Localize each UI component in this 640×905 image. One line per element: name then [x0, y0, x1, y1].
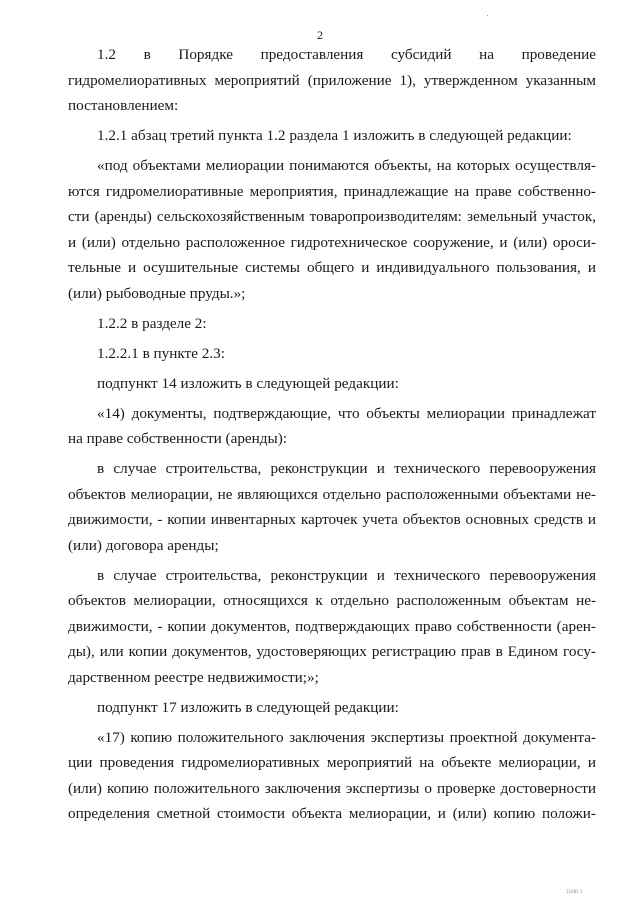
text-line: (или) рыбоводные пруды.»;: [68, 284, 246, 302]
text-line: ции проведения гидромелиоративных мероприятий на объекте мелиорации, и: [68, 754, 596, 771]
text-line: дарственном реестре недвижимости;»;: [68, 668, 319, 686]
paragraph: [68, 725, 596, 827]
paragraph: [68, 311, 596, 337]
text-line: тельные и осушительные системы общего и индивидуального пользования, и: [68, 259, 596, 276]
text-line: определения сметной стоимости объекта мелиорации, и (или) копию положи-: [68, 805, 596, 822]
paragraph: [68, 563, 596, 691]
text-line: постановлением:: [68, 97, 179, 114]
paragraph: [68, 401, 596, 452]
text-line: ются гидромелиоративные мероприятия, принадлежащие на праве собственно-: [68, 182, 596, 200]
paragraph: [68, 153, 596, 306]
text-line: «17) копию положительного заключения экспертизы проектной документа-: [97, 728, 596, 746]
text-line: «под объектами мелиорации понимаются объекты, на которых осуществля-: [97, 157, 596, 174]
paragraph: [68, 123, 596, 149]
paragraph: [68, 456, 596, 558]
text-line: сти (аренды) сельскохозяйственным товаропроизводителям: земельный участок,: [68, 208, 596, 225]
paragraph: [68, 341, 596, 367]
text-line: 1.2.2 в разделе 2:: [97, 314, 207, 332]
paragraph: [68, 695, 596, 721]
paragraph: [68, 42, 596, 119]
text-line: гидромелиоративных мероприятий (приложение 1), утвержденном указанным: [68, 71, 596, 89]
text-line: подпункт 17 изложить в следующей редакции:: [97, 698, 399, 716]
text-line: ды), или копии документов, удостоверяющих регистрацию прав в Едином госу-: [68, 643, 596, 660]
page-number: 2: [317, 28, 323, 42]
text-line: и (или) отдельно расположенное гидротехническое сооружение, и (или) ороси-: [68, 233, 596, 251]
text-line: (или) копию положительного заключения экспертизы о проверке достоверности: [68, 779, 596, 797]
text-line: 1.2.2.1 в пункте 2.3:: [97, 344, 225, 362]
document-body: [68, 42, 596, 827]
text-line: движимости, - копии документов, подтверждающих право собственности (арен-: [68, 617, 596, 635]
text-line: 1.2 в Порядке предоставления субсидий на проведение: [97, 46, 596, 63]
scan-mark: [487, 15, 488, 16]
text-line: 1.2.1 абзац третий пункта 1.2 раздела 1 изложить в следующей редакции:: [97, 127, 572, 144]
footer-code: 11081 1: [566, 889, 583, 894]
text-line: на праве собственности (аренды):: [68, 430, 288, 447]
paragraph: [68, 371, 596, 397]
text-line: (или) договора аренды;: [68, 536, 219, 554]
text-line: «14) документы, подтверждающие, что объекты мелиорации принадлежат: [97, 404, 596, 422]
text-line: движимости, - копии инвентарных карточек учета объектов основных средств и: [68, 511, 596, 528]
text-line: объектов мелиорации, не являющихся отдельно расположенными объектами не-: [68, 485, 596, 503]
text-line: объектов мелиорации, относящихся к отдельно расположенным объектам не-: [68, 592, 596, 609]
text-line: подпункт 14 изложить в следующей редакции:: [97, 374, 399, 392]
text-line: в случае строительства, реконструкции и технического перевооружения: [97, 566, 596, 584]
text-line: в случае строительства, реконструкции и технического перевооружения: [97, 460, 596, 477]
